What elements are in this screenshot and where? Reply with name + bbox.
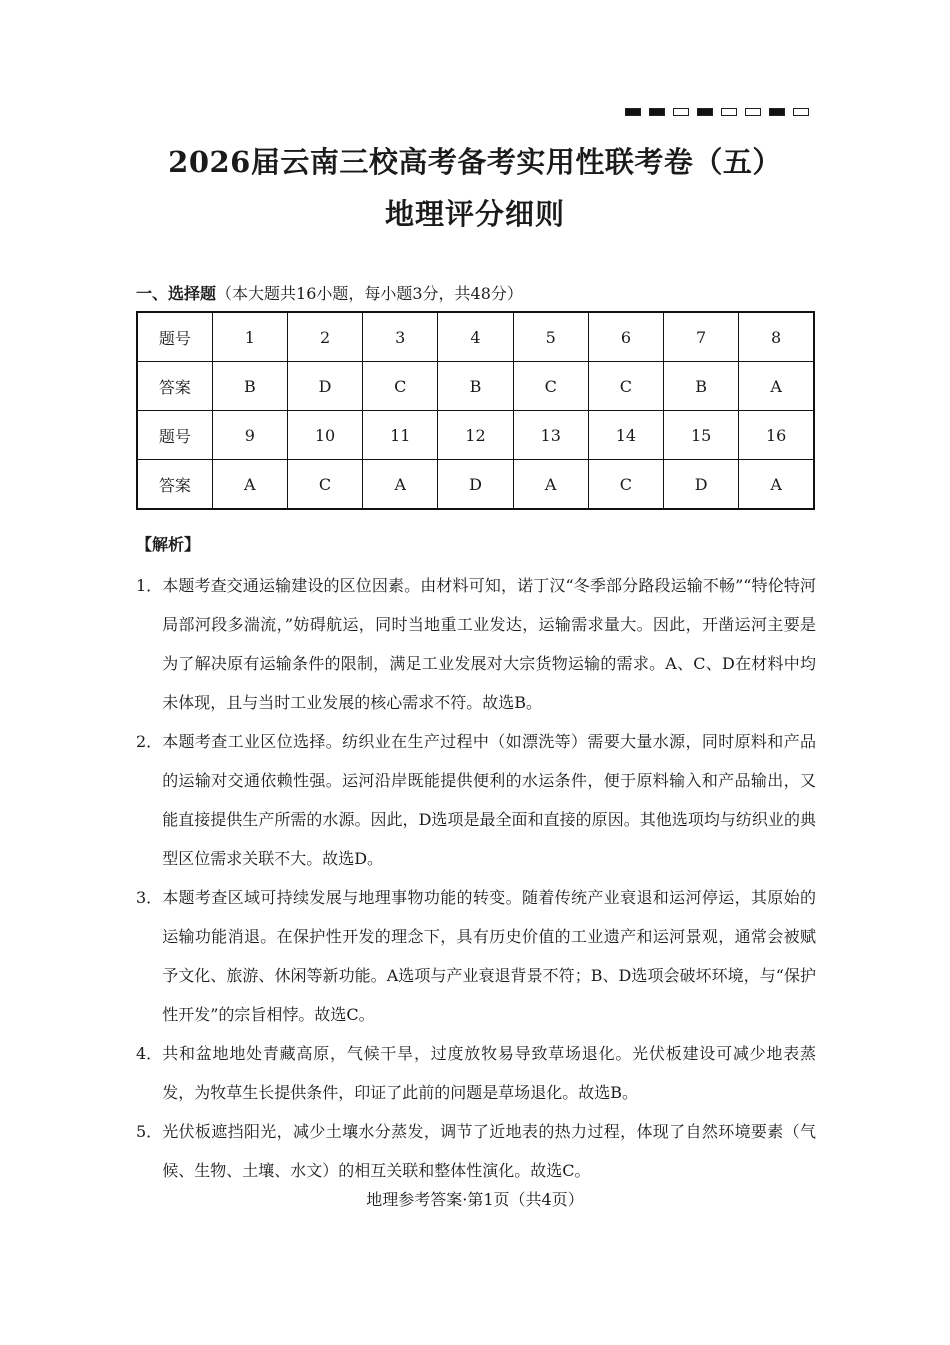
answer-table-cell: B <box>438 362 513 411</box>
answer-table-cell: 4 <box>438 312 513 362</box>
answer-table-row <box>137 411 814 460</box>
explanation-item <box>136 1112 816 1190</box>
answer-table-row <box>137 362 814 411</box>
answer-table-cell: B <box>212 362 287 411</box>
answer-table-row-label: 题号 <box>137 411 212 460</box>
answer-table-row <box>137 312 814 362</box>
answer-table-cell: D <box>287 362 362 411</box>
explanation-number: 4． <box>136 1044 163 1063</box>
answer-table-cell: 9 <box>212 411 287 460</box>
answer-table-cell: D <box>664 460 739 510</box>
answer-table-cell: C <box>513 362 588 411</box>
answer-table-row <box>137 460 814 510</box>
explanation-number: 1． <box>136 576 163 595</box>
code-mark-3 <box>673 108 689 116</box>
answer-table-body <box>137 312 814 509</box>
explanation-item <box>136 878 816 1034</box>
answer-table-cell: A <box>363 460 438 510</box>
explanation-text: 光伏板遮挡阳光，减少土壤水分蒸发，调节了近地表的热力过程，体现了自然环境要素（气候、生物、土壤、水文）的相互关联和整体性演化。故选C。 <box>162 1122 816 1180</box>
explanation-number: 5． <box>136 1122 163 1141</box>
section-heading-label: 一、选择题 <box>136 284 217 303</box>
explanation-text: 本题考查交通运输建设的区位因素。由材料可知，诺丁汉“冬季部分路段运输不畅”“特伦特河局部河段多湍流，”妨碍航运，同时当地重工业发达，运输需求量大。因此，开凿运河主要是为了解决原有运输条件的限制，满足工业发展对大宗货物运输的需求。A、C、D在材料中均未体现，且与当时工业发展的核心需求不符。故选B。 <box>162 576 816 712</box>
explanation-item <box>136 566 816 722</box>
exam-subtitle: 地理评分细则 <box>384 197 565 231</box>
answer-table-cell: 7 <box>664 312 739 362</box>
answer-table-row-label: 题号 <box>137 312 212 362</box>
answer-table-row-label: 答案 <box>137 460 212 510</box>
explanation-number: 2． <box>136 732 163 751</box>
section-heading <box>136 281 523 304</box>
answer-table-cell: 1 <box>212 312 287 362</box>
answer-table-cell: 6 <box>588 312 663 362</box>
code-mark-7 <box>769 108 785 116</box>
explanation-list <box>136 566 816 1190</box>
answer-table-cell: 11 <box>363 411 438 460</box>
answer-table-cell: A <box>513 460 588 510</box>
answer-table-cell: 14 <box>588 411 663 460</box>
code-mark-5 <box>721 108 737 116</box>
code-mark-4 <box>697 108 713 116</box>
answer-table-cell: 10 <box>287 411 362 460</box>
answer-table-cell: 5 <box>513 312 588 362</box>
explanation-text: 共和盆地地处青藏高原，气候干旱，过度放牧易导致草场退化。光伏板建设可减少地表蒸发，为牧草生长提供条件，印证了此前的问题是草场退化。故选B。 <box>162 1044 816 1102</box>
answer-table-cell: 2 <box>287 312 362 362</box>
answer-table-cell: 15 <box>664 411 739 460</box>
answer-table-cell: C <box>588 460 663 510</box>
page-footer: 地理参考答案·第1页（共4页） <box>366 1190 584 1209</box>
answer-table-cell: C <box>287 460 362 510</box>
explanation-number: 3． <box>136 888 163 907</box>
explanation-text: 本题考查区域可持续发展与地理事物功能的转变。随着传统产业衰退和运河停运，其原始的运输功能消退。在保护性开发的理念下，具有历史价值的工业遗产和运河景观，通常会被赋予文化、旅游、休闲等新功能。A选项与产业衰退背景不符；B、D选项会破坏环境，与“保护性开发”的宗旨相悖。故选C。 <box>162 888 816 1024</box>
answer-table-cell: C <box>363 362 438 411</box>
section-heading-note: （本大题共16小题，每小题3分，共48分） <box>216 284 523 303</box>
answer-table-cell: 12 <box>438 411 513 460</box>
answer-table-row-label: 答案 <box>137 362 212 411</box>
answer-table <box>136 311 815 510</box>
page-code-marks <box>625 108 809 116</box>
code-mark-6 <box>745 108 761 116</box>
answer-table-cell: C <box>588 362 663 411</box>
analysis-heading: 【解析】 <box>136 535 201 554</box>
code-mark-8 <box>793 108 809 116</box>
answer-table-cell: 16 <box>739 411 814 460</box>
explanation-item <box>136 722 816 878</box>
answer-table-cell: A <box>739 362 814 411</box>
explanation-text: 本题考查工业区位选择。纺织业在生产过程中（如漂洗等）需要大量水源，同时原料和产品的运输对交通依赖性强。运河沿岸既能提供便利的水运条件，便于原料输入和产品输出，又能直接提供生产所需的水源。因此，D选项是最全面和直接的原因。其他选项均与纺织业的典型区位需求关联不大。故选D。 <box>162 732 816 868</box>
explanation-item <box>136 1034 816 1112</box>
code-mark-2 <box>649 108 665 116</box>
answer-table-cell: 3 <box>363 312 438 362</box>
answer-table-cell: A <box>739 460 814 510</box>
answer-table-cell: A <box>212 460 287 510</box>
code-mark-1 <box>625 108 641 116</box>
answer-table-cell: 13 <box>513 411 588 460</box>
answer-table-cell: D <box>438 460 513 510</box>
exam-title: 2026届云南三校高考备考实用性联考卷（五） <box>168 145 782 179</box>
answer-table-cell: B <box>664 362 739 411</box>
answer-table-cell: 8 <box>739 312 814 362</box>
